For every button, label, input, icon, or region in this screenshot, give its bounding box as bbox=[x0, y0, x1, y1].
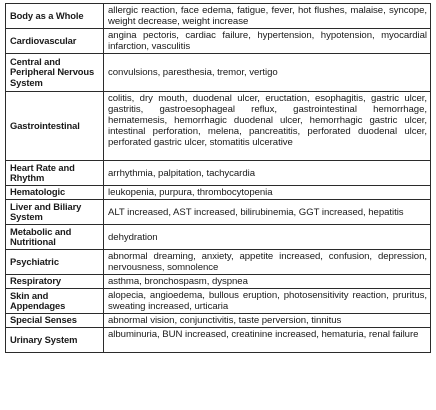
adverse-events-cell: abnormal dreaming, anxiety, appetite increased, confusion, depression, nervousness, somnolence bbox=[104, 250, 431, 275]
adverse-events-cell: albuminuria, BUN increased, creatinine increased, hematuria, renal failure bbox=[104, 328, 431, 353]
body-system-cell: Liver and Biliary System bbox=[6, 200, 104, 225]
table-row bbox=[6, 314, 431, 328]
body-system-cell: Psychiatric bbox=[6, 250, 104, 275]
body-system-cell: Respiratory bbox=[6, 275, 104, 289]
body-system-cell: Heart Rate and Rhythm bbox=[6, 161, 104, 186]
adverse-events-table bbox=[5, 3, 431, 353]
table-row bbox=[6, 92, 431, 161]
body-system-cell: Special Senses bbox=[6, 314, 104, 328]
adverse-events-cell: ALT increased, AST increased, bilirubinemia, GGT increased, hepatitis bbox=[104, 200, 431, 225]
table-row bbox=[6, 275, 431, 289]
adverse-events-cell: alopecia, angioedema, bullous eruption, photosensitivity reaction, pruritus, sweating increased, urticaria bbox=[104, 289, 431, 314]
adverse-events-cell: arrhythmia, palpitation, tachycardia bbox=[104, 161, 431, 186]
body-system-cell: Gastrointestinal bbox=[6, 92, 104, 161]
adverse-events-cell: allergic reaction, face edema, fatigue, fever, hot flushes, malaise, syncope, weight decrease, weight increase bbox=[104, 4, 431, 29]
body-system-cell: Cardiovascular bbox=[6, 29, 104, 54]
table-row bbox=[6, 161, 431, 186]
table-row bbox=[6, 200, 431, 225]
body-system-cell: Central and Peripheral Nervous System bbox=[6, 54, 104, 92]
table-row bbox=[6, 328, 431, 353]
adverse-events-cell: colitis, dry mouth, duodenal ulcer, eructation, esophagitis, gastric ulcer, gastritis, gastroesophageal reflux, gastrointestinal hemorrhage, hematemesis, hemorrhagic duodenal ulcer, hemorrhagic gastric ulcer, intestinal perforation, melena, pancreatitis, perforated duodenal ulcer, perforated gastric ulcer, stomatitis ulcerative bbox=[104, 92, 431, 161]
table-row bbox=[6, 250, 431, 275]
adverse-events-cell: asthma, bronchospasm, dyspnea bbox=[104, 275, 431, 289]
body-system-cell: Urinary System bbox=[6, 328, 104, 353]
body-system-cell: Body as a Whole bbox=[6, 4, 104, 29]
body-system-cell: Hematologic bbox=[6, 186, 104, 200]
table-row bbox=[6, 225, 431, 250]
body-system-cell: Skin and Appendages bbox=[6, 289, 104, 314]
table-row bbox=[6, 289, 431, 314]
adverse-events-cell: dehydration bbox=[104, 225, 431, 250]
adverse-events-cell: leukopenia, purpura, thrombocytopenia bbox=[104, 186, 431, 200]
table-row bbox=[6, 4, 431, 29]
table-row bbox=[6, 29, 431, 54]
table-row bbox=[6, 54, 431, 92]
adverse-events-cell: angina pectoris, cardiac failure, hypertension, hypotension, myocardial infarction, vasculitis bbox=[104, 29, 431, 54]
table-row bbox=[6, 186, 431, 200]
adverse-events-cell: convulsions, paresthesia, tremor, vertigo bbox=[104, 54, 431, 92]
adverse-events-cell: abnormal vision, conjunctivitis, taste perversion, tinnitus bbox=[104, 314, 431, 328]
body-system-cell: Metabolic and Nutritional bbox=[6, 225, 104, 250]
